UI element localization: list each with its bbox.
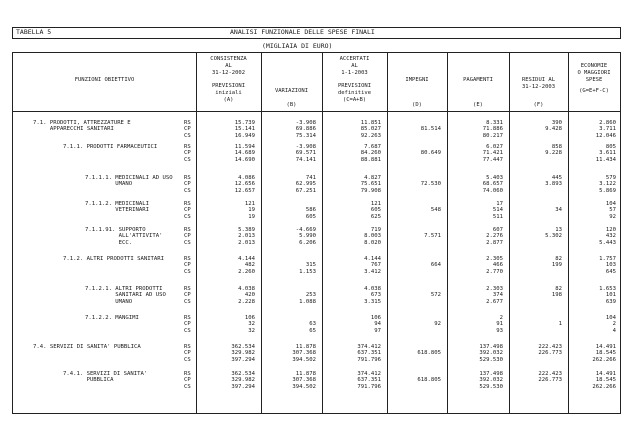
table-cell: 5.403	[486, 175, 503, 181]
row-label: UMANO	[85, 181, 133, 188]
row-type-marker: CP	[184, 292, 191, 299]
table-cell: 72.530	[420, 181, 441, 188]
table-cell: 92	[609, 213, 616, 220]
table-cell: 199	[551, 262, 562, 269]
table-cell: 222.423	[538, 371, 562, 377]
table-cell: 18.545	[595, 377, 616, 384]
row-type-marker: CP	[184, 150, 191, 157]
table-cell: 74.141	[295, 156, 316, 163]
row-type-marker: RS	[184, 371, 191, 377]
table-cell: 14.491	[595, 371, 616, 377]
table-cell: 5.443	[599, 239, 616, 246]
row-label: 7.1.1. PRODOTTI FARMACEUTICI	[63, 144, 158, 150]
row-label: APPARECCHI SANITARI	[33, 126, 114, 133]
table-cell: 11.878	[295, 371, 316, 377]
table-cell: 84.260	[360, 150, 381, 157]
row-type-marker: CS	[184, 383, 191, 390]
table-cell: 7.571	[424, 233, 441, 240]
table-cell: 3.315	[364, 298, 381, 305]
table-cell: 482	[244, 262, 255, 269]
table-cell: 222.423	[538, 344, 562, 350]
table-cell: 32	[248, 321, 255, 328]
col-header-funzioni: FUNZIONI OBIETTIVO	[74, 77, 135, 83]
table-cell: 514	[492, 207, 503, 214]
table-cell: 6.206	[299, 239, 316, 246]
table-cell: 664	[430, 262, 441, 269]
table-cell: 6.027	[486, 144, 503, 150]
table-cell: 374.412	[357, 371, 381, 377]
row-label: 7.1.2.1. ALTRI PRODOTTI	[85, 286, 163, 292]
table-cell: 445	[551, 175, 562, 181]
table-cell: 68.657	[482, 181, 503, 188]
table-cell: 2	[612, 321, 616, 328]
row-label: 7.1.1.91. SUPPORTO	[85, 227, 146, 233]
row-type-marker: RS	[184, 256, 191, 262]
table-cell: 374.412	[357, 344, 381, 350]
table-cell: 2	[499, 315, 503, 321]
column-divider	[568, 53, 569, 413]
table-cell: 397.294	[231, 356, 255, 363]
table-cell: 93	[496, 327, 503, 334]
table-cell: 92.263	[360, 132, 381, 139]
table-cell: 2.260	[238, 268, 255, 275]
table-cell: 466	[492, 262, 503, 269]
table-cell: 625	[370, 213, 381, 220]
row-label: VETERINARI	[85, 207, 149, 214]
col-header-pagamenti: PAGAMENTI (E)	[463, 77, 493, 108]
row-type-marker: CS	[184, 132, 191, 139]
table-cell: 137.498	[479, 371, 503, 377]
table-cell: 2.303	[486, 286, 503, 292]
table-cell: 1.757	[599, 256, 616, 262]
table-cell: 57	[609, 207, 616, 214]
table-cell: 69.571	[295, 150, 316, 157]
table-cell: 16.949	[234, 132, 255, 139]
table-cell: 529.530	[479, 383, 503, 390]
table-cell: 637.351	[357, 350, 381, 357]
table-cell: 106	[370, 315, 381, 321]
table-cell: 2.276	[486, 233, 503, 240]
table-cell: 307.368	[292, 377, 316, 384]
table-cell: 9.228	[545, 150, 562, 157]
table-cell: 226.773	[538, 350, 562, 357]
table-cell: 1.653	[599, 286, 616, 292]
table-cell: 548	[430, 207, 441, 214]
table-cell: 103	[605, 262, 616, 269]
table-cell: 572	[430, 292, 441, 299]
table-cell: 97	[374, 327, 381, 334]
row-type-marker: CS	[184, 187, 191, 194]
table-cell: 2.013	[238, 239, 255, 246]
table-cell: 69.886	[295, 126, 316, 133]
column-divider	[196, 53, 197, 413]
table-cell: 120	[605, 227, 616, 233]
table-cell: 3.711	[599, 126, 616, 133]
table-cell: 137.498	[479, 344, 503, 350]
table-cell: 14.690	[234, 156, 255, 163]
table-cell: 3.122	[599, 181, 616, 188]
table-cell: 106	[244, 315, 255, 321]
table-cell: 767	[370, 262, 381, 269]
table-cell: 579	[605, 175, 616, 181]
row-type-marker: RS	[184, 144, 191, 150]
table-cell: 8.331	[486, 120, 503, 126]
table-cell: 2.228	[238, 298, 255, 305]
row-label: ECC.	[85, 239, 133, 246]
table-cell: 586	[305, 207, 316, 214]
table-cell: 11.878	[295, 344, 316, 350]
row-type-marker: CS	[184, 268, 191, 275]
row-type-marker: RS	[184, 175, 191, 181]
row-label: 7.1.1.2. MEDICINALI	[85, 201, 149, 207]
table-cell: 2.677	[486, 298, 503, 305]
table-cell: 420	[244, 292, 255, 299]
row-type-marker: CS	[184, 298, 191, 305]
table-cell: 4	[612, 327, 616, 334]
table-cell: 80.649	[420, 150, 441, 157]
table-cell: 637.351	[357, 377, 381, 384]
table-cell: 362.534	[231, 371, 255, 377]
row-type-marker: RS	[184, 227, 191, 233]
table-cell: 374	[492, 292, 503, 299]
table-cell: 7.687	[364, 144, 381, 150]
table-cell: 67.251	[295, 187, 316, 194]
table-cell: 19	[248, 207, 255, 214]
table-cell: 5.869	[599, 187, 616, 194]
table-cell: 32	[248, 327, 255, 334]
table-cell: 14.491	[595, 344, 616, 350]
table-cell: 2.860	[599, 120, 616, 126]
table-cell: 315	[305, 262, 316, 269]
table-cell: 8.020	[364, 239, 381, 246]
row-type-marker: CS	[184, 356, 191, 363]
col-header-economie: ECONOMIE O MAGGIORI SPESE (G=E+F-C)	[577, 63, 611, 94]
table-cell: 88.881	[360, 156, 381, 163]
unit-subtitle: (MIGLIAIA DI EURO)	[262, 42, 333, 50]
row-type-marker: CS	[184, 156, 191, 163]
table-cell: 605	[370, 207, 381, 214]
table-cell: 2.305	[486, 256, 503, 262]
row-type-marker: CP	[184, 321, 191, 328]
table-cell: 390	[551, 120, 562, 126]
table-cell: 645	[605, 268, 616, 275]
table-cell: 12.656	[234, 181, 255, 188]
table-cell: 85.027	[360, 126, 381, 133]
table-cell: 362.534	[231, 344, 255, 350]
table-cell: 741	[305, 175, 316, 181]
row-type-marker: RS	[184, 201, 191, 207]
table-cell: 79.908	[360, 187, 381, 194]
row-label: ALL'ATTIVITA'	[85, 233, 163, 240]
table-cell: 529.530	[479, 356, 503, 363]
table-cell: 101	[605, 292, 616, 299]
table-cell: 2.877	[486, 239, 503, 246]
table-cell: 8.003	[364, 233, 381, 240]
row-type-marker: CS	[184, 213, 191, 220]
table-cell: 607	[492, 227, 503, 233]
table-cell: 719	[370, 227, 381, 233]
table-cell: 65	[309, 327, 316, 334]
table-cell: 307.368	[292, 350, 316, 357]
table-cell: 80.217	[482, 132, 503, 139]
table-cell: 19	[248, 213, 255, 220]
table-cell: 1	[558, 321, 562, 328]
table-cell: 432	[605, 233, 616, 240]
row-type-marker: RS	[184, 286, 191, 292]
table-cell: 329.982	[231, 350, 255, 357]
table-cell: 81.514	[420, 126, 441, 133]
row-type-marker: CP	[184, 233, 191, 240]
table-cell: 11.594	[234, 144, 255, 150]
table-cell: 11.434	[595, 156, 616, 163]
table-cell: 34	[555, 207, 562, 214]
table-cell: 17	[496, 201, 503, 207]
table-cell: 3.412	[364, 268, 381, 275]
table-cell: 4.038	[364, 286, 381, 292]
table-cell: 226.773	[538, 377, 562, 384]
table-cell: 91	[496, 321, 503, 328]
row-type-marker: CP	[184, 350, 191, 357]
table-cell: 3.893	[545, 181, 562, 188]
table-cell: 4.038	[238, 286, 255, 292]
row-label: 7.4.1. SERVIZI DI SANITA'	[63, 371, 148, 377]
table-cell: 3.611	[599, 150, 616, 157]
table-cell: 1.153	[299, 268, 316, 275]
table-cell: 5.302	[545, 233, 562, 240]
table-cell: 11.851	[360, 120, 381, 126]
row-label: UMANO	[85, 298, 133, 305]
table-cell: 74.060	[482, 187, 503, 194]
column-divider	[322, 53, 323, 413]
table-cell: 392.032	[479, 377, 503, 384]
table-cell: 618.805	[417, 377, 441, 384]
table-cell: 2.770	[486, 268, 503, 275]
table-cell: 4.827	[364, 175, 381, 181]
row-type-marker: CS	[184, 239, 191, 246]
row-label: PUBBLICA	[63, 377, 114, 384]
table-cell: 75.651	[360, 181, 381, 188]
row-label: 7.1.2. ALTRI PRODOTTI SANITARI	[63, 256, 165, 262]
table-cell: 9.428	[545, 126, 562, 133]
table-cell: 394.502	[292, 356, 316, 363]
row-type-marker: CS	[184, 327, 191, 334]
table-cell: 511	[492, 213, 503, 220]
row-type-marker: RS	[184, 344, 191, 350]
row-type-marker: CP	[184, 181, 191, 188]
table-cell: 104	[605, 201, 616, 207]
table-cell: 63	[309, 321, 316, 328]
table-cell: 71.421	[482, 150, 503, 157]
table-cell: -3.908	[295, 120, 316, 126]
col-header-impegni: IMPEGNI (D)	[405, 77, 429, 108]
table-cell: 62.995	[295, 181, 316, 188]
table-cell: 791.796	[357, 356, 381, 363]
table-cell: 198	[551, 292, 562, 299]
table-cell: 1.088	[299, 298, 316, 305]
table-cell: 605	[305, 213, 316, 220]
row-type-marker: CP	[184, 377, 191, 384]
table-cell: 77.447	[482, 156, 503, 163]
table-cell: 5.990	[299, 233, 316, 240]
table-cell: 5.389	[238, 227, 255, 233]
table-cell: 82	[555, 286, 562, 292]
table-cell: 397.294	[231, 383, 255, 390]
row-label: 7.1.1.1. MEDICINALI AD USO	[85, 175, 173, 181]
table-cell: 121	[370, 201, 381, 207]
table-cell: 104	[605, 315, 616, 321]
row-type-marker: CP	[184, 207, 191, 214]
row-label: 7.1. PRODOTTI, ATTREZZATURE E	[33, 120, 131, 126]
header-divider	[13, 111, 620, 112]
col-header-consistenza: CONSISTENZA AL 31-12-2002 PREVISIONI iniziali (A)	[210, 56, 247, 103]
table-cell: 71.886	[482, 126, 503, 133]
table-cell: 639	[605, 298, 616, 305]
table-cell: 2.013	[238, 233, 255, 240]
table-cell: 329.982	[231, 377, 255, 384]
row-type-marker: CP	[184, 262, 191, 269]
table-cell: 673	[370, 292, 381, 299]
table-cell: -3.908	[295, 144, 316, 150]
table-cell: 618.805	[417, 350, 441, 357]
table-cell: 14.689	[234, 150, 255, 157]
table-cell: 4.086	[238, 175, 255, 181]
table-cell: 805	[605, 144, 616, 150]
table-cell: 15.141	[234, 126, 255, 133]
spending-table	[12, 52, 621, 414]
table-cell: 394.502	[292, 383, 316, 390]
row-label: 7.1.2.2. MANGIMI	[85, 315, 139, 321]
table-cell: 253	[305, 292, 316, 299]
col-header-accertati: ACCERTATI AL 1-1-2003 PREVISIONI definitive (C=A+B)	[337, 56, 372, 103]
table-cell: 262.266	[592, 383, 616, 390]
table-cell: 94	[374, 321, 381, 328]
table-cell: 4.144	[238, 256, 255, 262]
table-cell: 75.314	[295, 132, 316, 139]
table-cell: 121	[244, 201, 255, 207]
table-cell: 262.266	[592, 356, 616, 363]
row-type-marker: RS	[184, 120, 191, 126]
table-cell: 858	[551, 144, 562, 150]
table-cell: 13	[555, 227, 562, 233]
table-cell: 12.046	[595, 132, 616, 139]
page-title: ANALISI FUNZIONALE DELLE SPESE FINALI	[230, 28, 375, 36]
table-cell: 12.657	[234, 187, 255, 194]
table-cell: 392.032	[479, 350, 503, 357]
table-cell: 18.545	[595, 350, 616, 357]
table-cell: 92	[434, 321, 441, 328]
table-cell: 4.144	[364, 256, 381, 262]
col-header-variazioni: VARIAZIONI (B)	[274, 88, 309, 108]
row-label: 7.4. SERVIZI DI SANITA' PUBBLICA	[33, 344, 141, 350]
table-cell: 82	[555, 256, 562, 262]
table-cell: 15.739	[234, 120, 255, 126]
col-header-residui: RESIDUI AL 31-12-2003 (F)	[521, 77, 556, 108]
row-type-marker: RS	[184, 315, 191, 321]
table-cell: 791.796	[357, 383, 381, 390]
table-number: TABELLA 5	[16, 28, 52, 36]
row-label: SANITARI AD USO	[85, 292, 166, 299]
table-cell: -4.669	[295, 227, 316, 233]
row-type-marker: CP	[184, 126, 191, 133]
